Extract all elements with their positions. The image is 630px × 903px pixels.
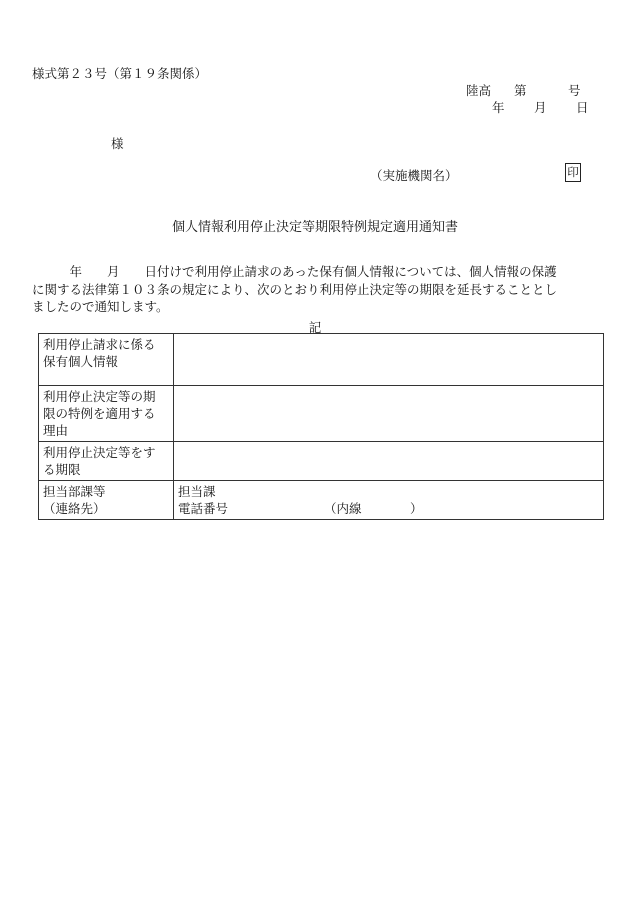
table-row [39,386,604,442]
row-label-contact [39,481,174,520]
label-line: る期限 [43,462,81,477]
date-day: 日 [576,100,589,115]
document-number-gou: 号 [568,83,581,98]
row-value-deadline [174,442,604,481]
notice-body-line: ましたので通知します。 [32,299,169,314]
contact-phone-line [178,500,599,517]
row-label-reason [39,386,174,442]
label-line: 理由 [43,423,69,438]
contact-phone-label: 電話番号 [178,501,229,516]
date-month: 月 [534,100,547,115]
table-row [39,334,604,386]
table-row [39,442,604,481]
label-line: 保有個人情報 [43,354,119,369]
contact-extension-close: ） [410,501,423,516]
row-value-reason [174,386,604,442]
notice-body [32,263,584,316]
ki-heading: 記 [308,320,322,335]
label-line: 担当部課等 [43,484,106,499]
seal-mark: 印 [565,163,581,182]
issue-date [492,98,589,116]
label-line: 利用停止決定等の期 [43,389,156,404]
notice-body-line: に関する法律第１０３条の規定により、次のとおり利用停止決定等の期限を延長することとし [32,281,558,297]
label-line: 利用停止請求に係る [43,337,156,352]
document-number [466,81,581,99]
date-year: 年 [492,100,505,115]
document-number-prefix: 陸高 [466,83,492,98]
document-title: 個人情報利用停止決定等期限特例規定適用通知書 [171,220,458,235]
row-label-target-info [39,334,174,386]
table-row [39,481,604,520]
contact-dept: 担当課 [178,484,216,499]
row-value-target-info [174,334,604,386]
row-label-deadline [39,442,174,481]
form-number: 様式第２３号（第１９条関係） [32,66,208,81]
label-line: 限の特例を適用する [43,406,156,421]
notice-body-line: 年 月 日付けで利用停止請求のあった保有個人情報については、個人情報の保護 [32,264,557,279]
label-line: 利用停止決定等をす [43,445,156,460]
agency-name-label: （実施機関名） [370,168,458,183]
label-line: （連絡先） [43,501,106,516]
row-value-contact [174,481,604,520]
document-number-dai: 第 [514,83,527,98]
details-table [38,333,604,520]
contact-extension-open: （内線 [324,501,362,516]
addressee: 様 [111,136,124,151]
